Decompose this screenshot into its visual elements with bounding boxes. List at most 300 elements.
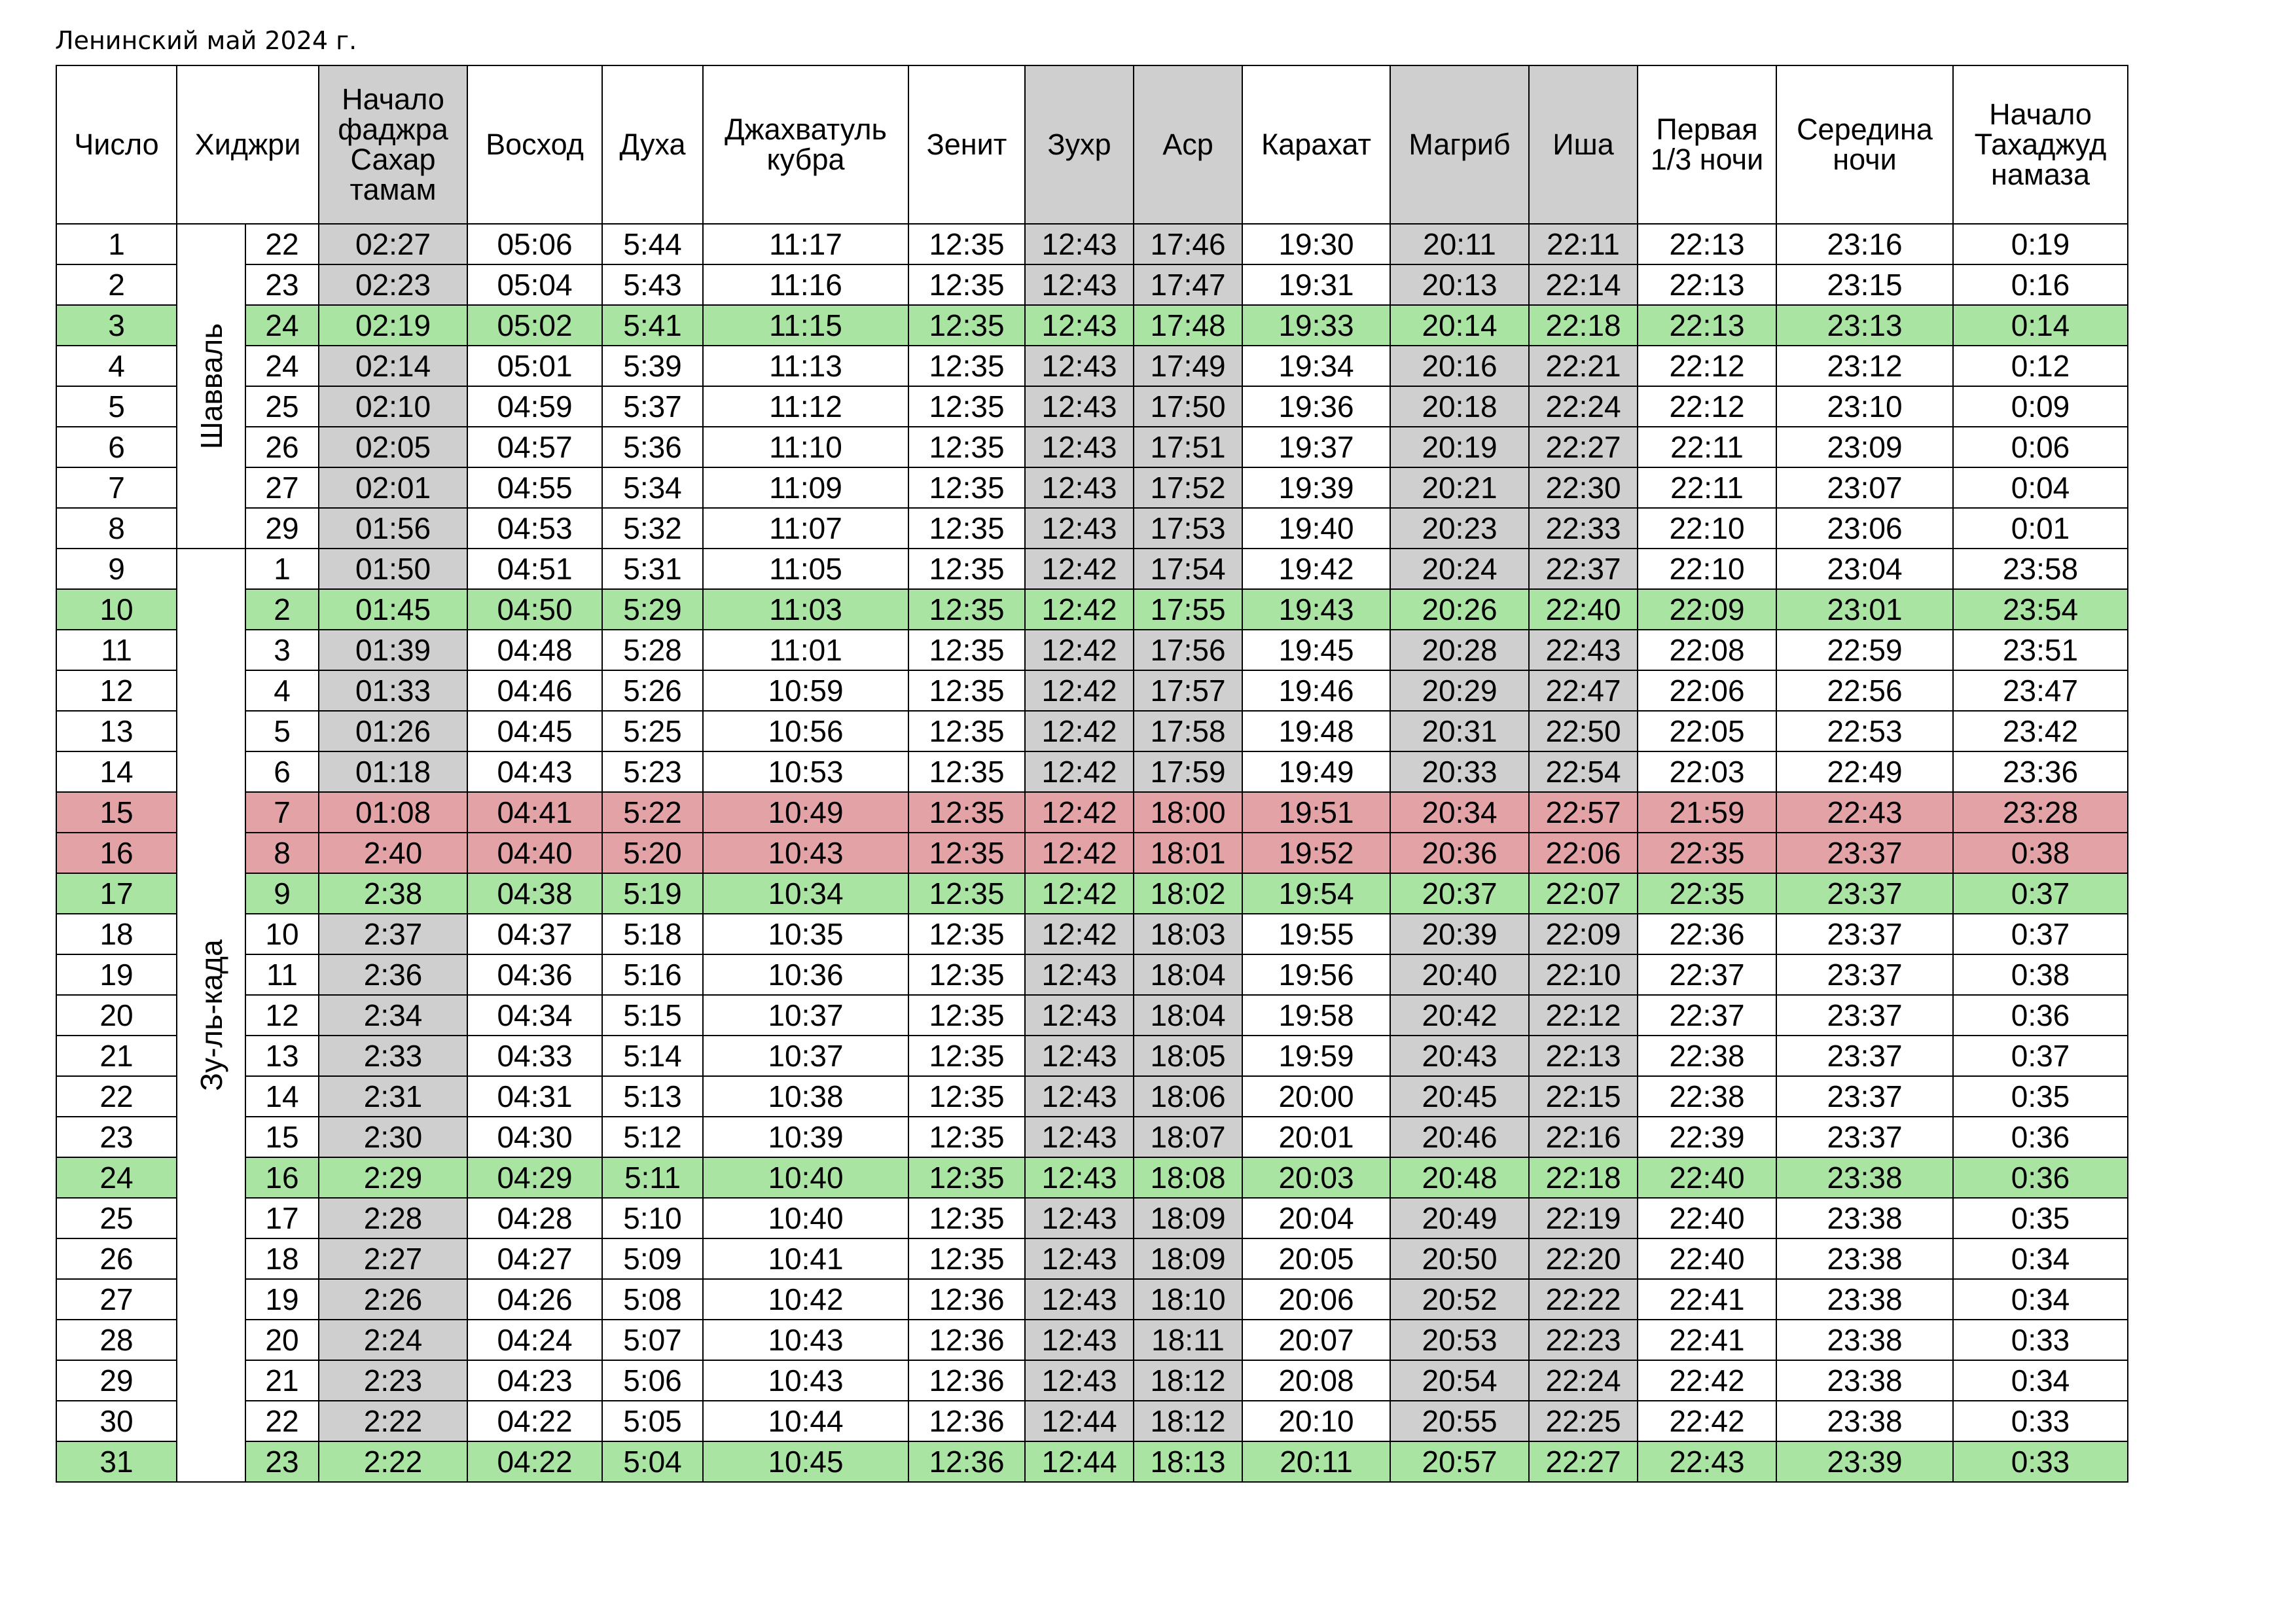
first-third-cell: 22:10 (1638, 549, 1776, 589)
day-cell: 2 (56, 264, 177, 305)
duha-cell: 5:04 (602, 1441, 703, 1482)
isha-cell: 22:23 (1529, 1320, 1638, 1360)
midnight-cell: 22:53 (1776, 711, 1953, 751)
midnight-cell: 22:49 (1776, 751, 1953, 792)
dhuhr-cell: 12:43 (1025, 954, 1134, 995)
asr-cell: 17:57 (1134, 670, 1242, 711)
hijri-day-cell: 12 (245, 995, 319, 1036)
first-third-cell: 21:59 (1638, 792, 1776, 833)
duha-cell: 5:44 (602, 224, 703, 264)
isha-cell: 22:11 (1529, 224, 1638, 264)
dhuhr-cell: 12:42 (1025, 670, 1134, 711)
month-label: Шавваль (194, 323, 228, 450)
asr-cell: 17:56 (1134, 630, 1242, 670)
day-cell: 5 (56, 386, 177, 427)
dhuhr-cell: 12:42 (1025, 873, 1134, 914)
month-shawwal (177, 224, 245, 549)
midnight-cell: 22:56 (1776, 670, 1953, 711)
maghrib-cell: 20:19 (1390, 427, 1529, 467)
zenith-cell: 12:35 (908, 346, 1025, 386)
first-third-cell: 22:09 (1638, 589, 1776, 630)
table-row (56, 630, 2128, 670)
midnight-cell: 23:37 (1776, 1076, 1953, 1117)
month-label: Зу-ль-када (194, 939, 228, 1091)
isha-cell: 22:40 (1529, 589, 1638, 630)
dhuhr-cell: 12:42 (1025, 833, 1134, 873)
tahajjud-cell: 0:36 (1953, 995, 2128, 1036)
isha-cell: 22:33 (1529, 508, 1638, 549)
fajr-cell: 02:23 (319, 264, 467, 305)
table-row (56, 711, 2128, 751)
dhahwa-cell: 11:09 (703, 467, 908, 508)
duha-cell: 5:07 (602, 1320, 703, 1360)
dhahwa-cell: 10:38 (703, 1076, 908, 1117)
duha-cell: 5:43 (602, 264, 703, 305)
table-row (56, 508, 2128, 549)
table-row (56, 346, 2128, 386)
fajr-cell: 2:28 (319, 1198, 467, 1238)
duha-cell: 5:15 (602, 995, 703, 1036)
zenith-cell: 12:35 (908, 792, 1025, 833)
zenith-cell: 12:36 (908, 1401, 1025, 1441)
first-third-cell: 22:13 (1638, 224, 1776, 264)
maghrib-cell: 20:37 (1390, 873, 1529, 914)
day-cell: 24 (56, 1157, 177, 1198)
tahajjud-cell: 0:37 (1953, 873, 2128, 914)
hijri-day-cell: 29 (245, 508, 319, 549)
table-row (56, 427, 2128, 467)
dhuhr-cell: 12:43 (1025, 467, 1134, 508)
header-duha: Духа (602, 65, 703, 224)
karahat-cell: 19:37 (1242, 427, 1390, 467)
day-cell: 11 (56, 630, 177, 670)
header-dhuhr: Зухр (1025, 65, 1134, 224)
dhuhr-cell: 12:43 (1025, 1076, 1134, 1117)
zenith-cell: 12:35 (908, 386, 1025, 427)
dhuhr-cell: 12:43 (1025, 1320, 1134, 1360)
fajr-cell: 2:23 (319, 1360, 467, 1401)
midnight-cell: 23:38 (1776, 1401, 1953, 1441)
day-cell: 1 (56, 224, 177, 264)
asr-cell: 18:08 (1134, 1157, 1242, 1198)
header-karahat: Карахат (1242, 65, 1390, 224)
fajr-cell: 2:30 (319, 1117, 467, 1157)
first-third-cell: 22:42 (1638, 1401, 1776, 1441)
maghrib-cell: 20:33 (1390, 751, 1529, 792)
zenith-cell: 12:35 (908, 508, 1025, 549)
maghrib-cell: 20:50 (1390, 1238, 1529, 1279)
midnight-cell: 23:13 (1776, 305, 1953, 346)
zenith-cell: 12:35 (908, 954, 1025, 995)
header-tahajjud: Начало Тахаджуд намаза (1953, 65, 2128, 224)
sunrise-cell: 04:31 (467, 1076, 602, 1117)
isha-cell: 22:10 (1529, 954, 1638, 995)
day-cell: 25 (56, 1198, 177, 1238)
dhahwa-cell: 11:07 (703, 508, 908, 549)
maghrib-cell: 20:16 (1390, 346, 1529, 386)
maghrib-cell: 20:18 (1390, 386, 1529, 427)
hijri-day-cell: 22 (245, 224, 319, 264)
karahat-cell: 20:01 (1242, 1117, 1390, 1157)
tahajjud-cell: 0:35 (1953, 1076, 2128, 1117)
hijri-day-cell: 23 (245, 264, 319, 305)
duha-cell: 5:28 (602, 630, 703, 670)
dhahwa-cell: 11:12 (703, 386, 908, 427)
table-row (56, 751, 2128, 792)
timetable-body (56, 224, 2128, 1482)
hijri-day-cell: 25 (245, 386, 319, 427)
day-cell: 21 (56, 1036, 177, 1076)
header-asr: Аср (1134, 65, 1242, 224)
midnight-cell: 23:06 (1776, 508, 1953, 549)
asr-cell: 18:02 (1134, 873, 1242, 914)
asr-cell: 18:05 (1134, 1036, 1242, 1076)
karahat-cell: 20:03 (1242, 1157, 1390, 1198)
first-third-cell: 22:40 (1638, 1238, 1776, 1279)
asr-cell: 17:48 (1134, 305, 1242, 346)
fajr-cell: 2:22 (319, 1441, 467, 1482)
day-cell: 19 (56, 954, 177, 995)
hijri-day-cell: 14 (245, 1076, 319, 1117)
isha-cell: 22:12 (1529, 995, 1638, 1036)
first-third-cell: 22:40 (1638, 1198, 1776, 1238)
table-row (56, 1441, 2128, 1482)
hijri-day-cell: 22 (245, 1401, 319, 1441)
tahajjud-cell: 0:04 (1953, 467, 2128, 508)
duha-cell: 5:34 (602, 467, 703, 508)
dhuhr-cell: 12:43 (1025, 427, 1134, 467)
hijri-day-cell: 18 (245, 1238, 319, 1279)
midnight-cell: 23:37 (1776, 833, 1953, 873)
dhuhr-cell: 12:42 (1025, 751, 1134, 792)
tahajjud-cell: 0:38 (1953, 954, 2128, 995)
sunrise-cell: 04:43 (467, 751, 602, 792)
tahajjud-cell: 0:01 (1953, 508, 2128, 549)
day-cell: 3 (56, 305, 177, 346)
duha-cell: 5:39 (602, 346, 703, 386)
first-third-cell: 22:06 (1638, 670, 1776, 711)
sunrise-cell: 04:50 (467, 589, 602, 630)
table-row (56, 1320, 2128, 1360)
asr-cell: 17:50 (1134, 386, 1242, 427)
duha-cell: 5:37 (602, 386, 703, 427)
table-row (56, 1036, 2128, 1076)
maghrib-cell: 20:36 (1390, 833, 1529, 873)
zenith-cell: 12:35 (908, 1157, 1025, 1198)
sunrise-cell: 04:55 (467, 467, 602, 508)
zenith-cell: 12:35 (908, 467, 1025, 508)
isha-cell: 22:54 (1529, 751, 1638, 792)
asr-cell: 18:12 (1134, 1360, 1242, 1401)
midnight-cell: 23:04 (1776, 549, 1953, 589)
fajr-cell: 01:45 (319, 589, 467, 630)
day-cell: 17 (56, 873, 177, 914)
duha-cell: 5:08 (602, 1279, 703, 1320)
duha-cell: 5:19 (602, 873, 703, 914)
dhuhr-cell: 12:42 (1025, 914, 1134, 954)
asr-cell: 18:11 (1134, 1320, 1242, 1360)
isha-cell: 22:57 (1529, 792, 1638, 833)
duha-cell: 5:36 (602, 427, 703, 467)
maghrib-cell: 20:14 (1390, 305, 1529, 346)
hijri-day-cell: 24 (245, 346, 319, 386)
day-cell: 16 (56, 833, 177, 873)
karahat-cell: 19:31 (1242, 264, 1390, 305)
duha-cell: 5:06 (602, 1360, 703, 1401)
tahajjud-cell: 0:33 (1953, 1441, 2128, 1482)
fajr-cell: 02:27 (319, 224, 467, 264)
hijri-day-cell: 24 (245, 305, 319, 346)
first-third-cell: 22:10 (1638, 508, 1776, 549)
tahajjud-cell: 23:36 (1953, 751, 2128, 792)
first-third-cell: 22:12 (1638, 346, 1776, 386)
maghrib-cell: 20:54 (1390, 1360, 1529, 1401)
zenith-cell: 12:35 (908, 549, 1025, 589)
asr-cell: 17:59 (1134, 751, 1242, 792)
header-zenith: Зенит (908, 65, 1025, 224)
isha-cell: 22:21 (1529, 346, 1638, 386)
midnight-cell: 23:38 (1776, 1320, 1953, 1360)
dhahwa-cell: 10:37 (703, 1036, 908, 1076)
dhuhr-cell: 12:42 (1025, 792, 1134, 833)
day-cell: 12 (56, 670, 177, 711)
hijri-day-cell: 3 (245, 630, 319, 670)
sunrise-cell: 05:04 (467, 264, 602, 305)
midnight-cell: 23:37 (1776, 954, 1953, 995)
fajr-cell: 2:26 (319, 1279, 467, 1320)
first-third-cell: 22:11 (1638, 467, 1776, 508)
karahat-cell: 19:39 (1242, 467, 1390, 508)
fajr-cell: 02:10 (319, 386, 467, 427)
day-cell: 28 (56, 1320, 177, 1360)
header-fajr: Начало фаджра Сахар тамам (319, 65, 467, 224)
zenith-cell: 12:35 (908, 833, 1025, 873)
first-third-cell: 22:03 (1638, 751, 1776, 792)
first-third-cell: 22:12 (1638, 386, 1776, 427)
tahajjud-cell: 0:35 (1953, 1198, 2128, 1238)
midnight-cell: 22:43 (1776, 792, 1953, 833)
asr-cell: 18:10 (1134, 1279, 1242, 1320)
fajr-cell: 2:33 (319, 1036, 467, 1076)
karahat-cell: 20:06 (1242, 1279, 1390, 1320)
dhuhr-cell: 12:43 (1025, 346, 1134, 386)
karahat-cell: 19:51 (1242, 792, 1390, 833)
isha-cell: 22:19 (1529, 1198, 1638, 1238)
karahat-cell: 20:11 (1242, 1441, 1390, 1482)
dhahwa-cell: 10:49 (703, 792, 908, 833)
isha-cell: 22:27 (1529, 427, 1638, 467)
dhuhr-cell: 12:44 (1025, 1441, 1134, 1482)
table-row (56, 589, 2128, 630)
maghrib-cell: 20:13 (1390, 264, 1529, 305)
sunrise-cell: 04:57 (467, 427, 602, 467)
maghrib-cell: 20:23 (1390, 508, 1529, 549)
fajr-cell: 01:50 (319, 549, 467, 589)
zenith-cell: 12:35 (908, 1117, 1025, 1157)
table-row (56, 1198, 2128, 1238)
duha-cell: 5:29 (602, 589, 703, 630)
tahajjud-cell: 0:34 (1953, 1279, 2128, 1320)
table-row (56, 224, 2128, 264)
hijri-day-cell: 7 (245, 792, 319, 833)
fajr-cell: 2:40 (319, 833, 467, 873)
table-row (56, 954, 2128, 995)
midnight-cell: 23:12 (1776, 346, 1953, 386)
zenith-cell: 12:36 (908, 1320, 1025, 1360)
karahat-cell: 20:10 (1242, 1401, 1390, 1441)
hijri-day-cell: 4 (245, 670, 319, 711)
hijri-day-cell: 19 (245, 1279, 319, 1320)
dhahwa-cell: 11:17 (703, 224, 908, 264)
fajr-cell: 02:01 (319, 467, 467, 508)
first-third-cell: 22:36 (1638, 914, 1776, 954)
hijri-day-cell: 2 (245, 589, 319, 630)
asr-cell: 18:09 (1134, 1198, 1242, 1238)
karahat-cell: 19:58 (1242, 995, 1390, 1036)
dhahwa-cell: 10:59 (703, 670, 908, 711)
isha-cell: 22:37 (1529, 549, 1638, 589)
maghrib-cell: 20:24 (1390, 549, 1529, 589)
first-third-cell: 22:38 (1638, 1036, 1776, 1076)
dhahwa-cell: 10:40 (703, 1198, 908, 1238)
fajr-cell: 2:22 (319, 1401, 467, 1441)
table-row (56, 995, 2128, 1036)
day-cell: 15 (56, 792, 177, 833)
maghrib-cell: 20:26 (1390, 589, 1529, 630)
isha-cell: 22:09 (1529, 914, 1638, 954)
dhuhr-cell: 12:43 (1025, 1157, 1134, 1198)
day-cell: 8 (56, 508, 177, 549)
fajr-cell: 2:34 (319, 995, 467, 1036)
table-row (56, 914, 2128, 954)
dhahwa-cell: 10:36 (703, 954, 908, 995)
asr-cell: 17:46 (1134, 224, 1242, 264)
hijri-day-cell: 10 (245, 914, 319, 954)
maghrib-cell: 20:57 (1390, 1441, 1529, 1482)
tahajjud-cell: 0:34 (1953, 1360, 2128, 1401)
table-row (56, 1076, 2128, 1117)
first-third-cell: 22:35 (1638, 833, 1776, 873)
asr-cell: 17:51 (1134, 427, 1242, 467)
dhuhr-cell: 12:43 (1025, 1279, 1134, 1320)
dhuhr-cell: 12:42 (1025, 549, 1134, 589)
isha-cell: 22:06 (1529, 833, 1638, 873)
isha-cell: 22:27 (1529, 1441, 1638, 1482)
maghrib-cell: 20:46 (1390, 1117, 1529, 1157)
karahat-cell: 19:56 (1242, 954, 1390, 995)
karahat-cell: 19:48 (1242, 711, 1390, 751)
tahajjud-cell: 23:47 (1953, 670, 2128, 711)
sunrise-cell: 04:33 (467, 1036, 602, 1076)
prayer-timetable (56, 65, 2128, 1483)
dhuhr-cell: 12:43 (1025, 264, 1134, 305)
asr-cell: 18:04 (1134, 954, 1242, 995)
maghrib-cell: 20:48 (1390, 1157, 1529, 1198)
dhahwa-cell: 11:13 (703, 346, 908, 386)
midnight-cell: 23:37 (1776, 873, 1953, 914)
table-row (56, 792, 2128, 833)
hijri-day-cell: 17 (245, 1198, 319, 1238)
day-cell: 6 (56, 427, 177, 467)
zenith-cell: 12:35 (908, 224, 1025, 264)
karahat-cell: 19:54 (1242, 873, 1390, 914)
sunrise-cell: 04:53 (467, 508, 602, 549)
sunrise-cell: 04:22 (467, 1441, 602, 1482)
duha-cell: 5:22 (602, 792, 703, 833)
day-cell: 23 (56, 1117, 177, 1157)
dhahwa-cell: 10:53 (703, 751, 908, 792)
sunrise-cell: 04:23 (467, 1360, 602, 1401)
first-third-cell: 22:38 (1638, 1076, 1776, 1117)
table-row (56, 1401, 2128, 1441)
karahat-cell: 20:07 (1242, 1320, 1390, 1360)
zenith-cell: 12:35 (908, 670, 1025, 711)
dhahwa-cell: 10:40 (703, 1157, 908, 1198)
duha-cell: 5:16 (602, 954, 703, 995)
dhuhr-cell: 12:43 (1025, 1036, 1134, 1076)
table-row (56, 386, 2128, 427)
fajr-cell: 2:31 (319, 1076, 467, 1117)
dhuhr-cell: 12:43 (1025, 1360, 1134, 1401)
asr-cell: 18:12 (1134, 1401, 1242, 1441)
dhahwa-cell: 10:44 (703, 1401, 908, 1441)
maghrib-cell: 20:52 (1390, 1279, 1529, 1320)
tahajjud-cell: 0:14 (1953, 305, 2128, 346)
isha-cell: 22:15 (1529, 1076, 1638, 1117)
tahajjud-cell: 0:37 (1953, 914, 2128, 954)
karahat-cell: 20:08 (1242, 1360, 1390, 1401)
first-third-cell: 22:41 (1638, 1279, 1776, 1320)
dhahwa-cell: 10:34 (703, 873, 908, 914)
duha-cell: 5:11 (602, 1157, 703, 1198)
asr-cell: 17:53 (1134, 508, 1242, 549)
midnight-cell: 23:15 (1776, 264, 1953, 305)
dhahwa-cell: 10:56 (703, 711, 908, 751)
day-cell: 30 (56, 1401, 177, 1441)
midnight-cell: 23:39 (1776, 1441, 1953, 1482)
karahat-cell: 19:59 (1242, 1036, 1390, 1076)
table-row (56, 833, 2128, 873)
tahajjud-cell: 0:16 (1953, 264, 2128, 305)
karahat-cell: 19:46 (1242, 670, 1390, 711)
asr-cell: 17:58 (1134, 711, 1242, 751)
asr-cell: 18:00 (1134, 792, 1242, 833)
zenith-cell: 12:35 (908, 1198, 1025, 1238)
first-third-cell: 22:39 (1638, 1117, 1776, 1157)
sunrise-cell: 04:30 (467, 1117, 602, 1157)
first-third-cell: 22:43 (1638, 1441, 1776, 1482)
fajr-cell: 2:36 (319, 954, 467, 995)
dhahwa-cell: 11:16 (703, 264, 908, 305)
asr-cell: 18:01 (1134, 833, 1242, 873)
table-row (56, 549, 2128, 589)
maghrib-cell: 20:40 (1390, 954, 1529, 995)
hijri-day-cell: 23 (245, 1441, 319, 1482)
duha-cell: 5:13 (602, 1076, 703, 1117)
zenith-cell: 12:36 (908, 1279, 1025, 1320)
fajr-cell: 01:39 (319, 630, 467, 670)
first-third-cell: 22:08 (1638, 630, 1776, 670)
midnight-cell: 23:16 (1776, 224, 1953, 264)
header-hijri: Хиджри (177, 65, 319, 224)
sunrise-cell: 04:40 (467, 833, 602, 873)
sunrise-cell: 04:34 (467, 995, 602, 1036)
first-third-cell: 22:41 (1638, 1320, 1776, 1360)
tahajjud-cell: 0:06 (1953, 427, 2128, 467)
sunrise-cell: 04:27 (467, 1238, 602, 1279)
dhuhr-cell: 12:43 (1025, 508, 1134, 549)
maghrib-cell: 20:31 (1390, 711, 1529, 751)
